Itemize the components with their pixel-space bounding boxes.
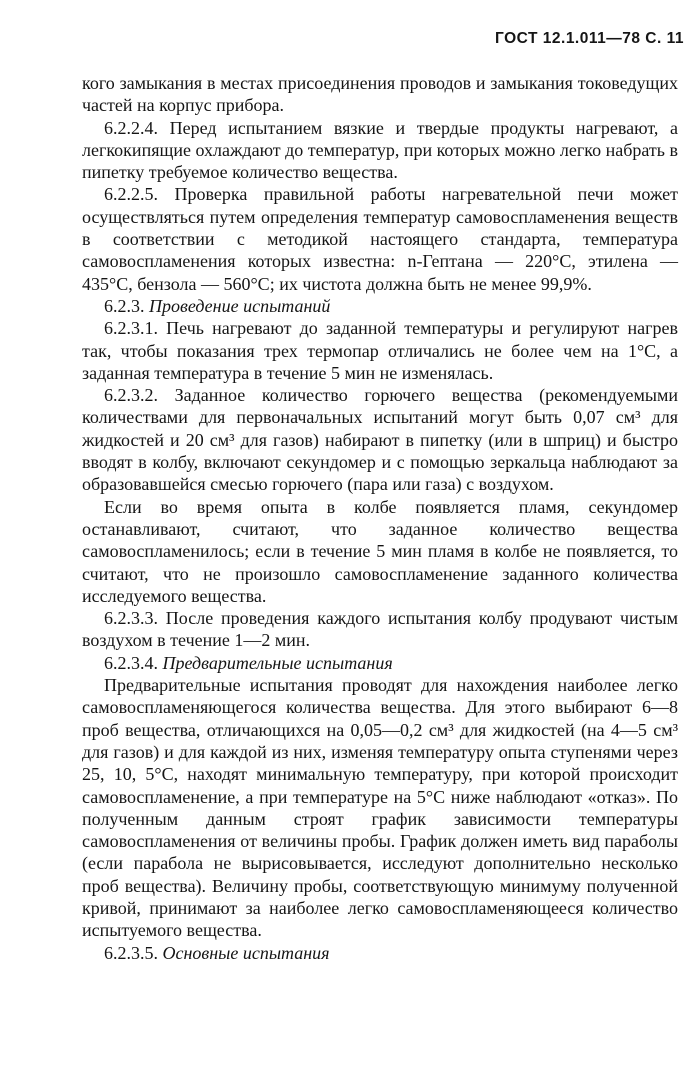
clause-number: 6.2.2.4.: [104, 117, 158, 138]
section-title: Проведение испытаний: [149, 295, 331, 316]
paragraph-text: Если во время опыта в колбе появляется пламя, секундомер останавливают, считают, что заданное количество вещества самовоспламенилось; если в течение 5 мин пламя в колбе не появляется, то считают, что не произошло самовоспламенение заданного количества исследуемого вещества.: [82, 496, 678, 606]
paragraph-text: Предварительные испытания проводят для нахождения наиболее легко самовоспламеняющегося количества вещества. Для этого выбирают 6—8 проб вещества, отличающихся на 0,05—0,2 см³ для жидкостей (на 4—5 см³ для газов) и для каждой из них, изменяя температуру опыта ступенями через 25, 10, 5°С, находят минимальную температуру, при которой происходит самовоспламенение, а при температуре на 5°С ниже наблюдают «отказ». По полученным данным строят график зависимости температуры самовоспламенения от величины пробы. График должен иметь вид параболы (если парабола не вырисовывается, исследуют дополнительно несколько проб вещества). Величину пробы, соответствующую минимуму полученной кривой, принимают за наиболее легко самовоспламеняющееся количество испытуемого вещества.: [82, 675, 678, 941]
paragraph-text: Заданное количество горючего вещества (рекомендуемыми количествами для первоначальных испытаний могут быть 0,07 см³ для жидкостей и 20 см³ для газов) набирают в пипетку (или в шприц) и быстро вводят в колбу, включают секундомер и с помощью зеркальца наблюдают за образовавшейся смесью горючего (пара или газа) с воздухом.: [82, 385, 679, 495]
section-heading-6-2-3-5: [82, 942, 678, 964]
paragraph-text: Проверка правильной работы нагревательной печи может осуществляться путем определения температур самовоспламенения веществ в соответствии с методикой настоящего стандарта, температура самовоспламенения которых известна: n-Гептана — 220°С, этилена — 435°С, бензола — 560°С; их чистота должна быть не менее 99,9%.: [82, 184, 679, 294]
running-head: ГОСТ 12.1.011—78 С. 11: [495, 30, 684, 47]
body-text: [82, 72, 678, 964]
clause-number: 6.2.3.4.: [104, 652, 158, 673]
paragraph-6-2-2-5: [82, 183, 678, 294]
section-title: Предварительные испытания: [162, 652, 393, 673]
clause-number: 6.2.2.5.: [104, 184, 158, 205]
section-heading-6-2-3-4: [82, 652, 678, 674]
clause-number: 6.2.3.2.: [104, 385, 158, 406]
paragraph-6-2-3-1: [82, 317, 678, 384]
section-heading-6-2-3: [82, 295, 678, 317]
section-title: Основные испытания: [162, 942, 330, 963]
paragraph-text: После проведения каждого испытания колбу продувают чистым воздухом в течение 1—2 мин.: [82, 608, 679, 651]
clause-number: 6.2.3.1.: [104, 318, 158, 339]
paragraph-continuation: [82, 72, 678, 117]
paragraph-text: Печь нагревают до заданной температуры и регулируют нагрев так, чтобы показания трех термопар отличались не более чем на 1°С, а заданная температура в течение 5 мин не изменялась.: [82, 318, 679, 383]
paragraph-preliminary-tests: [82, 674, 678, 942]
clause-number: 6.2.3.3.: [104, 608, 158, 629]
paragraph-text: кого замыкания в местах присоединения проводов и замыкания токоведущих частей на корпус прибора.: [82, 73, 678, 116]
paragraph-6-2-3-3: [82, 607, 678, 652]
paragraph-6-2-2-4: [82, 117, 678, 184]
paragraph-text: Перед испытанием вязкие и твердые продукты нагревают, а легкокипящие охлаждают до температур, при которых можно легко набрать в пипетку требуемое количество вещества.: [82, 117, 679, 183]
paragraph-flame-observation: [82, 496, 678, 607]
clause-number: 6.2.3.5.: [104, 942, 158, 963]
paragraph-6-2-3-2: [82, 384, 678, 495]
clause-number: 6.2.3.: [104, 295, 145, 316]
